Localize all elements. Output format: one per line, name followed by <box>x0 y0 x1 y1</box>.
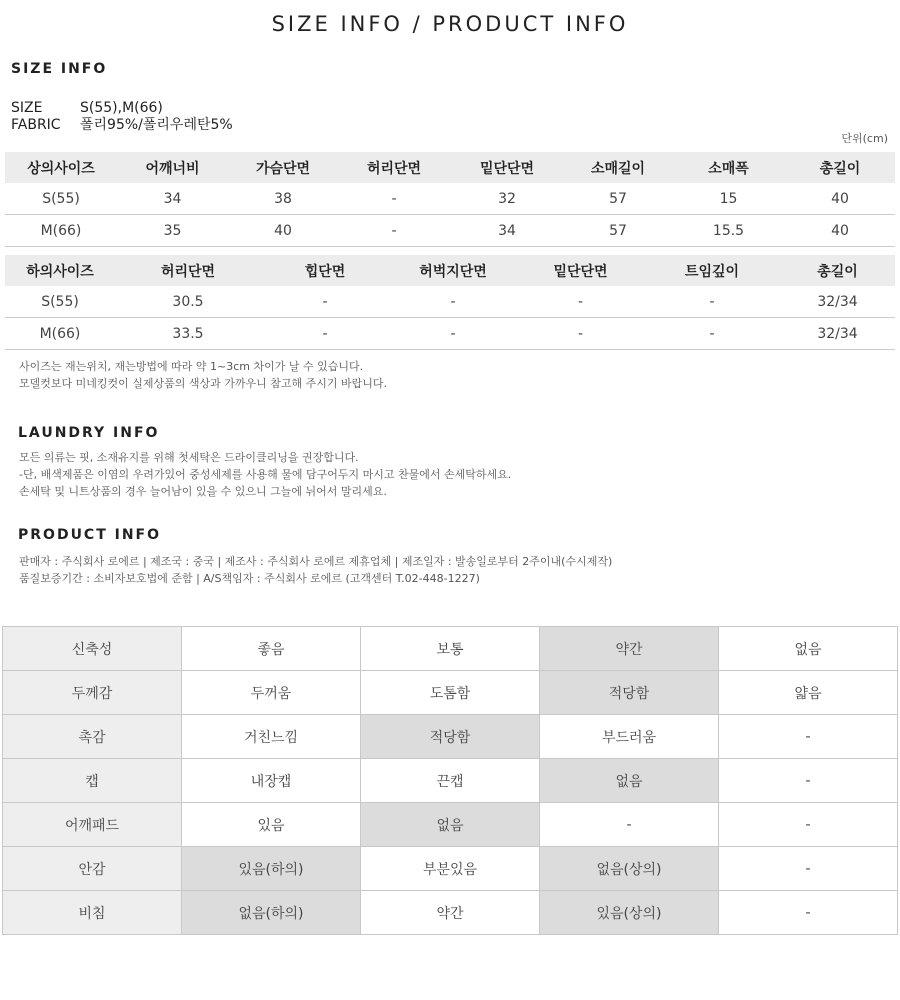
table-cell: S(55) <box>5 183 117 215</box>
feature-label: 캡 <box>3 759 182 803</box>
table-cell: 57 <box>564 215 672 247</box>
feature-option: - <box>719 847 898 891</box>
feature-option-selected: 있음(상의) <box>540 891 719 935</box>
bottom-size-table <box>5 255 895 350</box>
feature-option: 약간 <box>361 891 540 935</box>
unit-label: 단위(cm) <box>841 132 888 145</box>
table-cell: 40 <box>785 183 895 215</box>
laundry-line: 모든 의류는 핏, 소재유지를 위해 첫세탁은 드라이클리닝을 권장합니다. <box>19 451 359 464</box>
feature-row <box>3 715 898 759</box>
feature-option: - <box>719 715 898 759</box>
table-cell: 30.5 <box>115 286 261 318</box>
table-cell: 33.5 <box>115 318 261 350</box>
bottom-header-cell: 힙단면 <box>261 255 389 286</box>
size-row <box>11 100 233 117</box>
top-header-cell: 어깨너비 <box>117 152 228 183</box>
feature-row <box>3 759 898 803</box>
top-size-table <box>5 152 895 247</box>
top-header-cell: 상의사이즈 <box>5 152 117 183</box>
table-cell: - <box>517 318 644 350</box>
feature-option: - <box>540 803 719 847</box>
feature-row <box>3 847 898 891</box>
product-line: 품질보증기간 : 소비자보호법에 준함 | A/S책임자 : 주식회사 로에르 (고객센터 T.02-448-1227) <box>19 572 480 585</box>
table-cell: - <box>517 286 644 318</box>
top-header-cell: 소매폭 <box>672 152 785 183</box>
laundry-line: 손세탁 및 니트상품의 경우 늘어남이 있을 수 있으니 그늘에 뉘어서 말리세요. <box>19 485 387 498</box>
feature-option: 얇음 <box>719 671 898 715</box>
top-header-cell: 허리단면 <box>338 152 450 183</box>
table-cell: - <box>644 318 780 350</box>
bottom-header-cell: 허벅지단면 <box>389 255 517 286</box>
table-cell: - <box>338 183 450 215</box>
table-cell: 35 <box>117 215 228 247</box>
product-line: 판매자 : 주식회사 로에르 | 제조국 : 중국 | 제조사 : 주식회사 로에르 제휴업체 | 제조일자 : 발송일로부터 2주이내(수시제작) <box>19 555 613 568</box>
feature-label: 어깨패드 <box>3 803 182 847</box>
table-row <box>5 183 895 215</box>
table-cell: 32 <box>450 183 564 215</box>
table-cell: 15 <box>672 183 785 215</box>
table-cell: M(66) <box>5 318 115 350</box>
feature-option-selected: 적당함 <box>540 671 719 715</box>
bottom-header-cell: 밑단단면 <box>517 255 644 286</box>
table-cell: - <box>338 215 450 247</box>
top-header-cell: 가슴단면 <box>228 152 338 183</box>
table-cell: 15.5 <box>672 215 785 247</box>
table-cell: 40 <box>228 215 338 247</box>
feature-option: 거친느낌 <box>182 715 361 759</box>
table-cell: S(55) <box>5 286 115 318</box>
table-cell: 38 <box>228 183 338 215</box>
table-cell: 34 <box>450 215 564 247</box>
feature-row <box>3 627 898 671</box>
table-cell: - <box>389 286 517 318</box>
table-cell: 32/34 <box>780 286 895 318</box>
table-cell: 34 <box>117 183 228 215</box>
feature-row <box>3 803 898 847</box>
product-info-heading: PRODUCT INFO <box>18 527 162 543</box>
table-cell: - <box>261 318 389 350</box>
feature-table <box>2 626 898 935</box>
feature-option: 있음 <box>182 803 361 847</box>
feature-option: 없음 <box>719 627 898 671</box>
table-cell: 32/34 <box>780 318 895 350</box>
top-size-header-row <box>5 152 895 183</box>
page-title: SIZE INFO / PRODUCT INFO <box>271 12 629 36</box>
table-cell: 57 <box>564 183 672 215</box>
feature-row <box>3 671 898 715</box>
feature-option: 부분있음 <box>361 847 540 891</box>
table-cell: 40 <box>785 215 895 247</box>
feature-option: 부드러움 <box>540 715 719 759</box>
table-cell: M(66) <box>5 215 117 247</box>
feature-label: 두께감 <box>3 671 182 715</box>
table-cell: - <box>644 286 780 318</box>
feature-option: 두꺼움 <box>182 671 361 715</box>
feature-label: 신축성 <box>3 627 182 671</box>
top-header-cell: 총길이 <box>785 152 895 183</box>
laundry-info-text <box>19 449 511 500</box>
feature-option-selected: 있음(하의) <box>182 847 361 891</box>
feature-option: 보통 <box>361 627 540 671</box>
top-header-cell: 밑단단면 <box>450 152 564 183</box>
size-info-heading: SIZE INFO <box>11 61 108 77</box>
bottom-header-cell: 트임깊이 <box>644 255 780 286</box>
product-info-text <box>19 553 612 587</box>
feature-option: - <box>719 891 898 935</box>
table-cell: - <box>389 318 517 350</box>
bottom-header-cell: 하의사이즈 <box>5 255 115 286</box>
feature-row <box>3 891 898 935</box>
feature-label: 촉감 <box>3 715 182 759</box>
note-line: 모델컷보다 미네킹컷이 실제상품의 색상과 가까우니 참고해 주시기 바랍니다. <box>19 377 388 390</box>
laundry-line: -단, 배색제품은 이염의 우려가있어 중성세제를 사용해 물에 담구어두지 마시고 찬물에서 손세탁하세요. <box>19 468 512 481</box>
size-fabric-block <box>11 100 233 134</box>
fabric-row <box>11 117 233 134</box>
size-value: S(55),M(66) <box>80 100 163 116</box>
table-row <box>5 215 895 247</box>
feature-label: 비침 <box>3 891 182 935</box>
fabric-value: 폴리95%/폴리우레탄5% <box>80 117 233 133</box>
feature-option-selected: 약간 <box>540 627 719 671</box>
feature-option-selected: 없음 <box>361 803 540 847</box>
feature-option: - <box>719 759 898 803</box>
table-cell: - <box>261 286 389 318</box>
table-row <box>5 318 895 350</box>
note-line: 사이즈는 재는위치, 재는방법에 따라 약 1~3cm 차이가 날 수 있습니다. <box>19 360 364 373</box>
laundry-info-heading: LAUNDRY INFO <box>18 425 160 441</box>
fabric-label: FABRIC <box>11 117 61 133</box>
bottom-header-cell: 총길이 <box>780 255 895 286</box>
feature-option-selected: 없음(하의) <box>182 891 361 935</box>
table-row <box>5 286 895 318</box>
size-notes <box>19 358 387 392</box>
bottom-header-cell: 허리단면 <box>115 255 261 286</box>
feature-option: 끈캡 <box>361 759 540 803</box>
feature-option: 도톰함 <box>361 671 540 715</box>
top-header-cell: 소매길이 <box>564 152 672 183</box>
feature-option: - <box>719 803 898 847</box>
feature-option-selected: 적당함 <box>361 715 540 759</box>
feature-option-selected: 없음(상의) <box>540 847 719 891</box>
size-label: SIZE <box>11 100 43 116</box>
feature-label: 안감 <box>3 847 182 891</box>
feature-option: 좋음 <box>182 627 361 671</box>
feature-option: 내장캡 <box>182 759 361 803</box>
bottom-size-header-row <box>5 255 895 286</box>
feature-option-selected: 없음 <box>540 759 719 803</box>
